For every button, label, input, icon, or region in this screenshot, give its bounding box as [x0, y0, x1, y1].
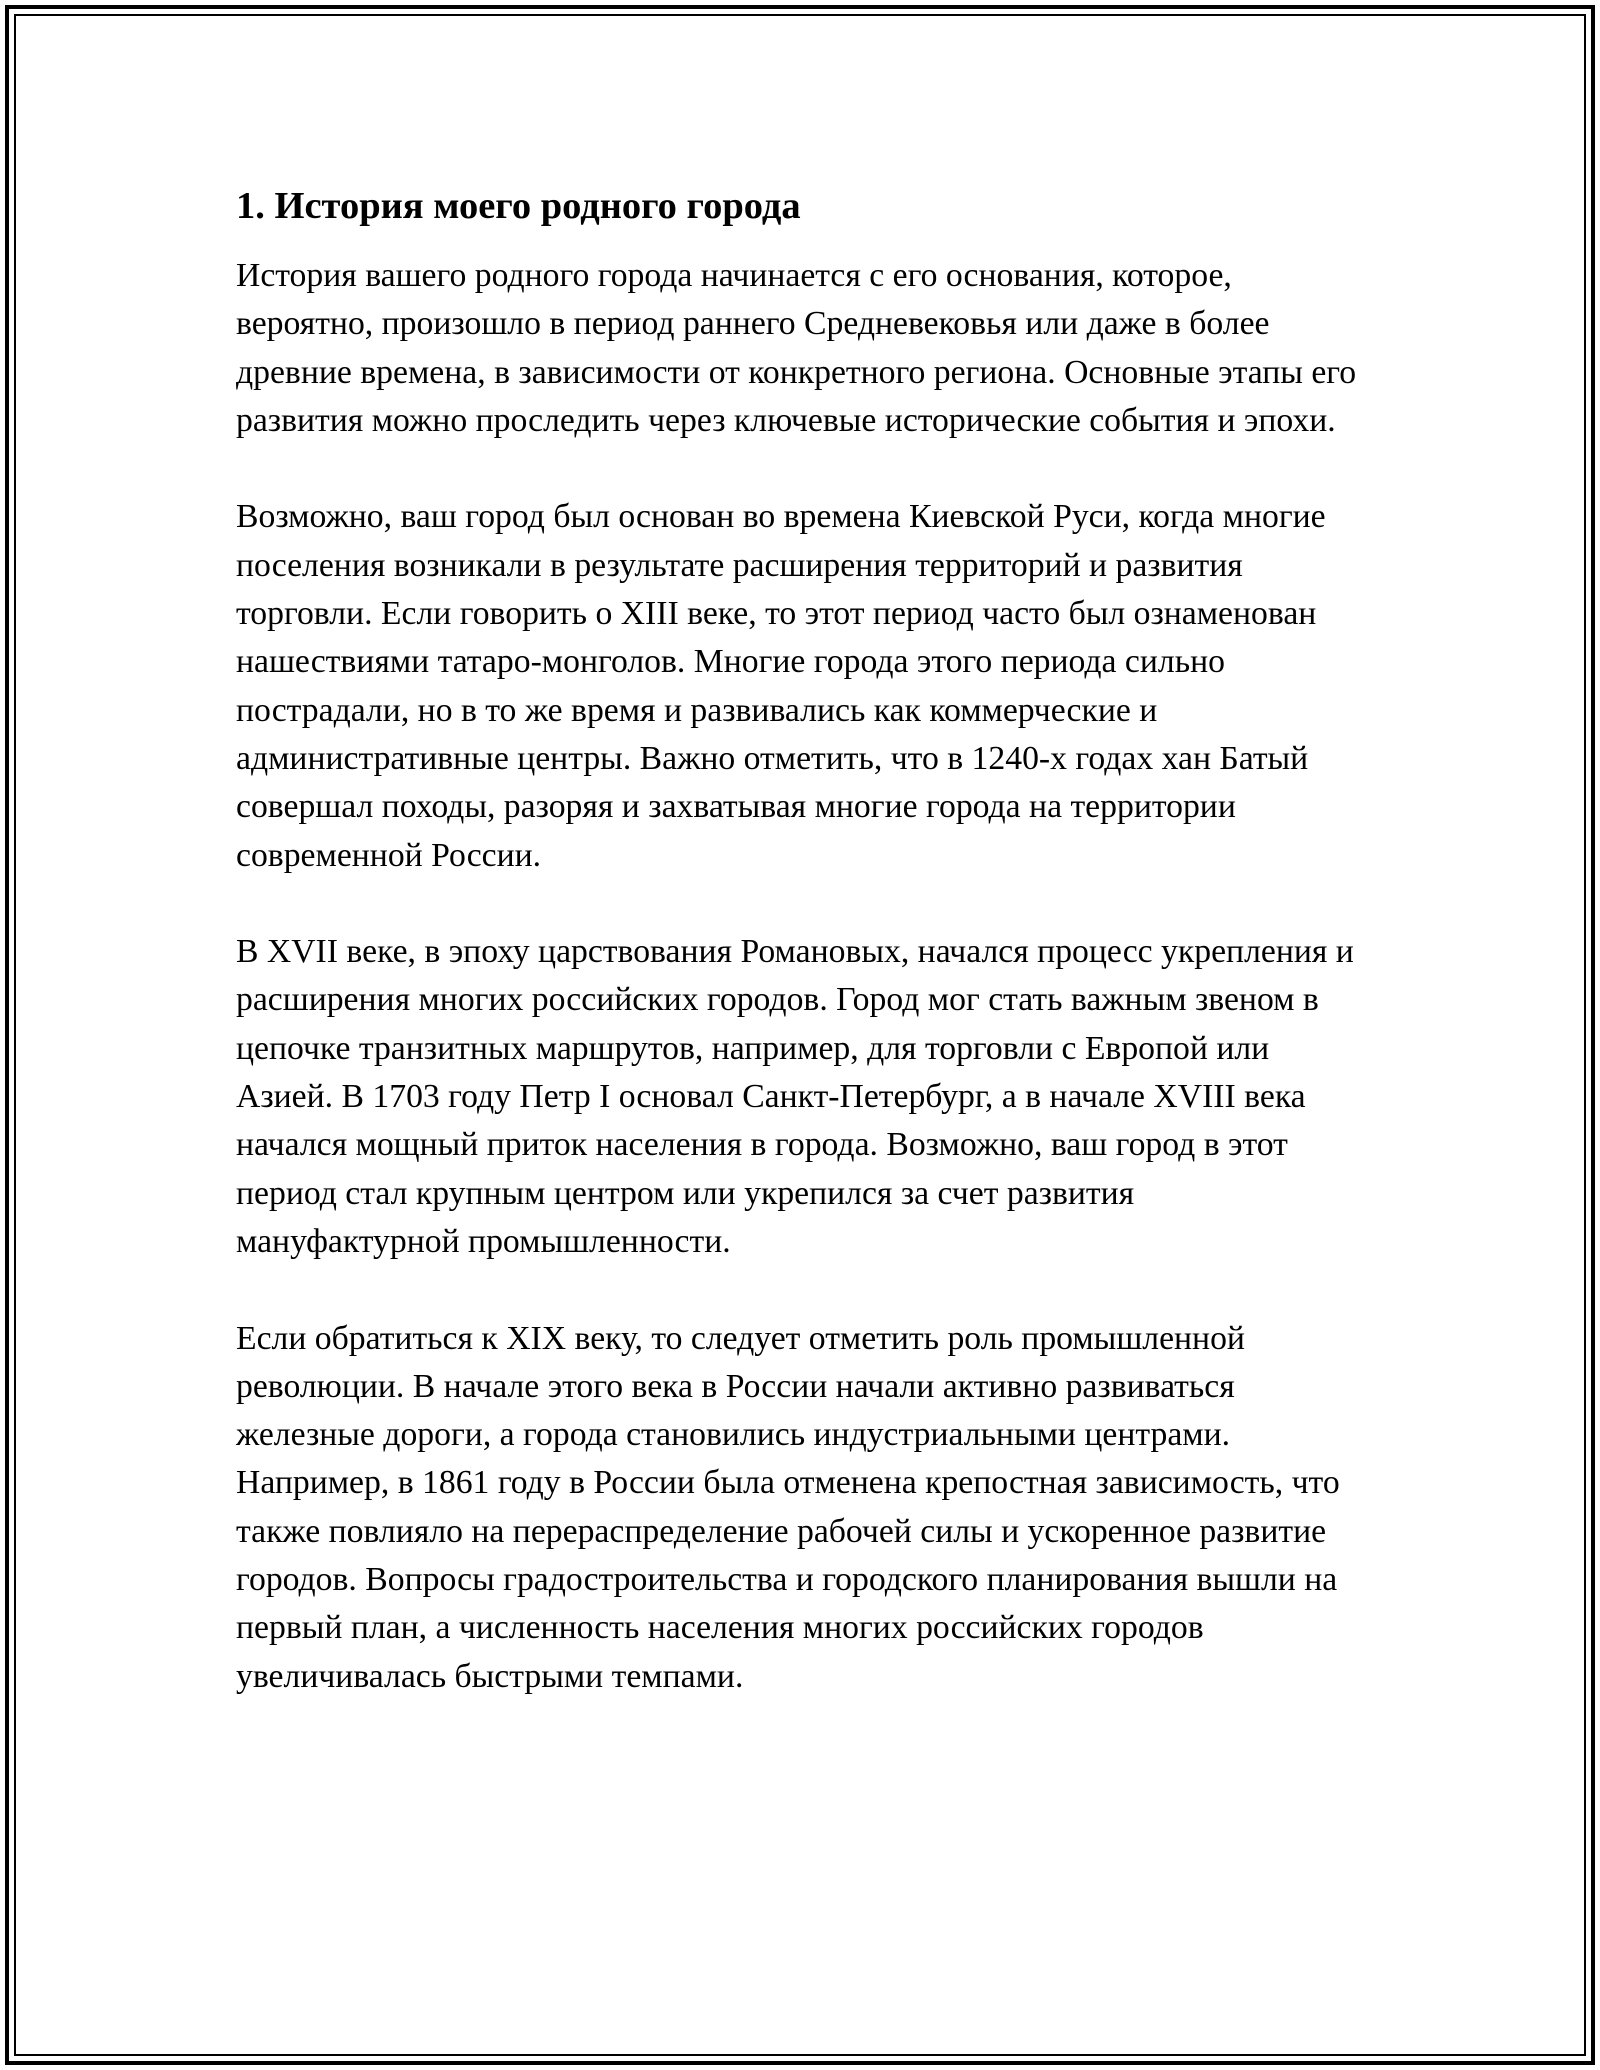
paragraph-1: История вашего родного города начинается с его основания, которое, вероятно, произошло в период раннего Средневековья или даже в более древние времена, в зависимости от конкретного региона. Основные этапы его развития можно проследить через ключевые исторические события и эпохи. [236, 257, 1357, 439]
section-heading: 1. История моего родного города [236, 185, 801, 227]
paragraph-4: Если обратиться к XIX веку, то следует отметить роль промышленной революции. В начале этого века в России начали активно развиваться железные дороги, а города становились индустриальными центрами. Например, в 1861 году в России была отменена крепостная зависимость, что также повлияло на перераспределение рабочей силы и ускоренное развитие городов. Вопросы градостроительства и городского планирования вышли на первый план, а численность населения многих российских городов увеличивалась быстрыми темпами. [236, 1319, 1340, 1695]
paragraph-3: В XVII веке, в эпоху царствования Романовых, начался процесс укрепления и расширения многих российских городов. Город мог стать важным звеном в цепочке транзитных маршрутов, например, для торговли с Европой или Азией. В 1703 году Петр I основал Санкт-Петербург, а в начале XVIII века начался мощный приток населения в города. Возможно, ваш город в этот период стал крупным центром или укрепился за счет развития мануфактурной промышленности. [236, 933, 1354, 1260]
document-body [236, 182, 1366, 1701]
paragraph-2: Возможно, ваш город был основан во времена Киевской Руси, когда многие поселения возникали в результате расширения территорий и развития торговли. Если говорить о XIII веке, то этот период часто был ознаменован нашествиями татаро-монголов. Многие города этого периода сильно пострадали, но в то же время и развивались как коммерческие и административные центры. Важно отметить, что в 1240-х годах хан Батый совершал походы, разоряя и захватывая многие города на территории современной России. [236, 498, 1326, 874]
